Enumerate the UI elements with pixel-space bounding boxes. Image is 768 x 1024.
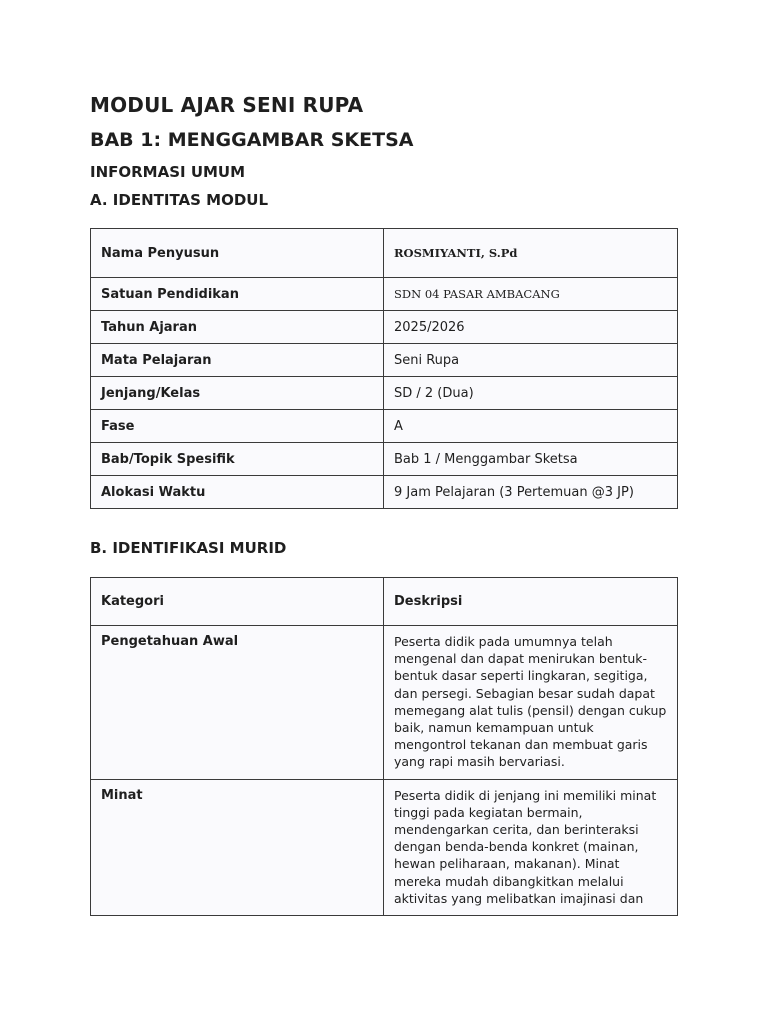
table-row [91, 443, 678, 476]
table-row [91, 278, 678, 311]
identity-label: Satuan Pendidikan [91, 278, 384, 311]
identity-value: 9 Jam Pelajaran (3 Pertemuan @3 JP) [384, 476, 678, 509]
identity-value: SD / 2 (Dua) [384, 377, 678, 410]
table-row [91, 779, 678, 915]
module-identity-table [90, 228, 678, 509]
identity-label: Jenjang/Kelas [91, 377, 384, 410]
identity-label: Fase [91, 410, 384, 443]
identity-label: Mata Pelajaran [91, 344, 384, 377]
identity-label: Nama Penyusun [91, 229, 384, 278]
table-row [91, 377, 678, 410]
student-category: Pengetahuan Awal [91, 626, 384, 780]
table-row [91, 410, 678, 443]
table-row [91, 476, 678, 509]
identity-value: A [384, 410, 678, 443]
table-row [91, 626, 678, 780]
chapter-title: BAB 1: MENGGAMBAR SKETSA [90, 129, 414, 151]
description-column-header: Deskripsi [384, 578, 678, 626]
student-description: Peserta didik pada umumnya telah mengenal dan dapat menirukan bentuk-bentuk dasar seperti lingkaran, segitiga, dan persegi. Sebagian besar sudah dapat memegang alat tulis (pensil) dengan cukup baik, namun kemampuan untuk mengontrol tekanan dan membuat garis yang rapi masih bervariasi. [384, 626, 678, 780]
student-identification-table [90, 577, 678, 916]
section-a-heading: A. IDENTITAS MODUL [90, 191, 269, 209]
student-description: Peserta didik di jenjang ini memiliki minat tinggi pada kegiatan bermain, mendengarkan cerita, dan berinteraksi dengan benda-benda konkret (mainan, hewan peliharaan, makanan). Minat mereka mudah dibangkitkan melalui aktivitas yang melibatkan imajinasi dan [384, 779, 678, 915]
table-row [91, 229, 678, 278]
identity-label: Alokasi Waktu [91, 476, 384, 509]
identity-value: Bab 1 / Menggambar Sketsa [384, 443, 678, 476]
identity-value: SDN 04 PASAR AMBACANG [384, 278, 678, 311]
document-title: MODUL AJAR SENI RUPA [90, 93, 364, 117]
identity-label: Bab/Topik Spesifik [91, 443, 384, 476]
general-info-heading: INFORMASI UMUM [90, 163, 246, 181]
table-header-row [91, 578, 678, 626]
document-page [90, 92, 678, 916]
student-category: Minat [91, 779, 384, 915]
table-row [91, 311, 678, 344]
identity-value: 2025/2026 [384, 311, 678, 344]
identity-label: Tahun Ajaran [91, 311, 384, 344]
section-b-heading: B. IDENTIFIKASI MURID [90, 539, 287, 557]
table-row [91, 344, 678, 377]
identity-value: Seni Rupa [384, 344, 678, 377]
identity-value: ROSMIYANTI, S.Pd [384, 229, 678, 278]
category-column-header: Kategori [91, 578, 384, 626]
